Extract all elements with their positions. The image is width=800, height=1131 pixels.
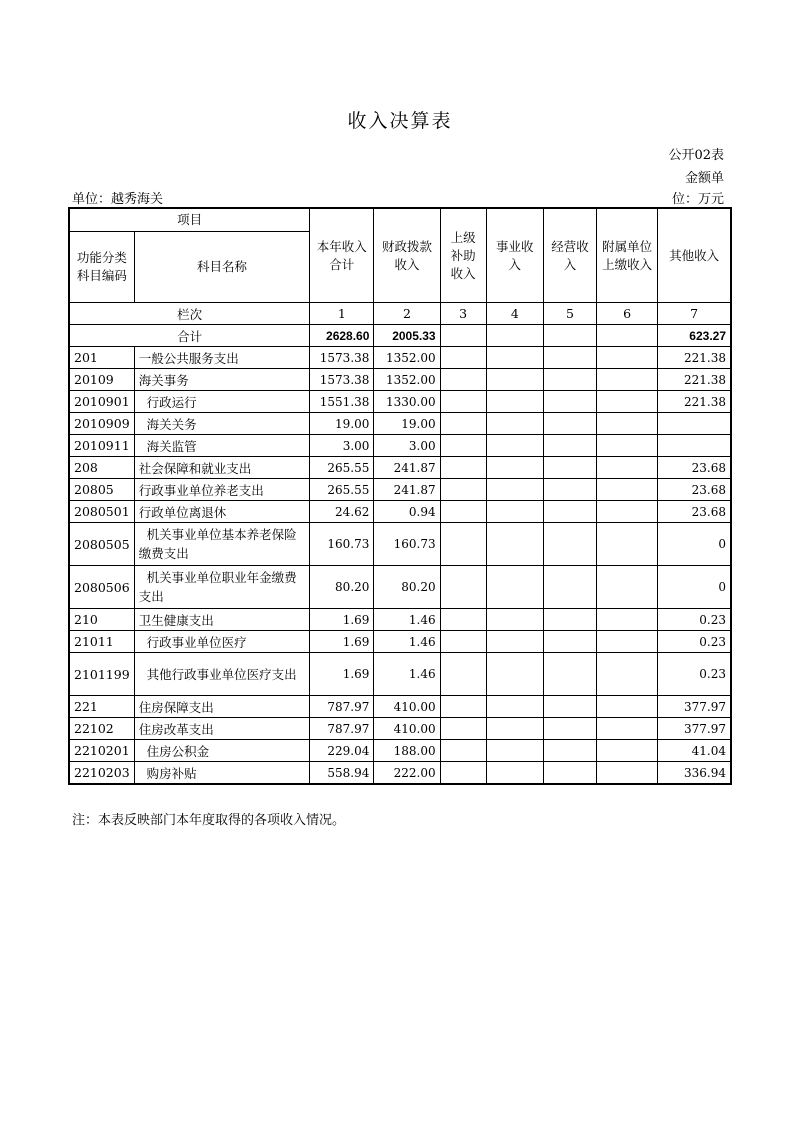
page-title: 收入决算表 bbox=[347, 110, 453, 132]
row-other: 23.68 bbox=[658, 501, 731, 523]
row-fiscal: 410.00 bbox=[374, 696, 440, 718]
table-row bbox=[69, 347, 731, 369]
empty-cell bbox=[486, 391, 543, 413]
row-subject-name: 社会保障和就业支出 bbox=[134, 457, 310, 479]
empty-cell bbox=[597, 609, 658, 631]
row-code: 20805 bbox=[69, 479, 134, 501]
empty-cell bbox=[440, 479, 486, 501]
row-fiscal: 241.87 bbox=[374, 457, 440, 479]
empty-cell bbox=[597, 653, 658, 696]
column-index: 2 bbox=[374, 303, 440, 325]
row-other bbox=[658, 435, 731, 457]
empty-cell bbox=[440, 501, 486, 523]
empty-cell bbox=[543, 369, 596, 391]
row-fiscal: 1.46 bbox=[374, 653, 440, 696]
table-row bbox=[69, 653, 731, 696]
empty-cell bbox=[440, 762, 486, 785]
empty-cell bbox=[597, 523, 658, 566]
row-code: 2080501 bbox=[69, 501, 134, 523]
row-total: 3.00 bbox=[310, 435, 374, 457]
row-other: 0 bbox=[658, 566, 731, 609]
total-row-label: 合计 bbox=[69, 325, 310, 347]
empty-cell bbox=[486, 631, 543, 653]
empty-cell bbox=[486, 413, 543, 435]
row-fiscal: 80.20 bbox=[374, 566, 440, 609]
row-subject-name: 行政事业单位养老支出 bbox=[134, 479, 310, 501]
row-code: 2210203 bbox=[69, 762, 134, 785]
header-affiliated: 附属单位上缴收入 bbox=[597, 208, 658, 303]
header-item: 项目 bbox=[69, 208, 310, 232]
empty-cell bbox=[486, 609, 543, 631]
form-number: 公开02表 bbox=[668, 148, 724, 163]
row-fiscal: 222.00 bbox=[374, 762, 440, 785]
empty-cell bbox=[440, 718, 486, 740]
empty-cell bbox=[440, 413, 486, 435]
empty-cell bbox=[597, 413, 658, 435]
empty-cell bbox=[543, 631, 596, 653]
row-subject-name: 机关事业单位职业年金缴费支出 bbox=[134, 566, 310, 609]
empty-cell bbox=[543, 762, 596, 785]
row-total: 558.94 bbox=[310, 762, 374, 785]
empty-cell bbox=[440, 457, 486, 479]
row-subject-name: 海关关务 bbox=[134, 413, 310, 435]
empty-cell bbox=[597, 501, 658, 523]
header-other: 其他收入 bbox=[658, 208, 731, 303]
footnote: 注：本表反映部门本年度取得的各项收入情况。 bbox=[72, 813, 346, 828]
empty-cell bbox=[543, 325, 596, 347]
row-total: 160.73 bbox=[310, 523, 374, 566]
row-other: 0.23 bbox=[658, 653, 731, 696]
row-code: 2080506 bbox=[69, 566, 134, 609]
column-index: 3 bbox=[440, 303, 486, 325]
empty-cell bbox=[440, 696, 486, 718]
row-total: 1573.38 bbox=[310, 347, 374, 369]
table-row bbox=[69, 457, 731, 479]
table-row bbox=[69, 631, 731, 653]
table-row bbox=[69, 523, 731, 566]
empty-cell bbox=[486, 347, 543, 369]
row-subject-name: 卫生健康支出 bbox=[134, 609, 310, 631]
empty-cell bbox=[440, 435, 486, 457]
row-total: 787.97 bbox=[310, 718, 374, 740]
header-total: 本年收入合计 bbox=[310, 208, 374, 303]
empty-cell bbox=[597, 479, 658, 501]
row-subject-name: 住房保障支出 bbox=[134, 696, 310, 718]
empty-cell bbox=[486, 479, 543, 501]
row-subject-name: 海关监管 bbox=[134, 435, 310, 457]
empty-cell bbox=[543, 653, 596, 696]
empty-cell bbox=[543, 457, 596, 479]
empty-cell bbox=[543, 391, 596, 413]
header-operating: 经营收入 bbox=[543, 208, 596, 303]
header-fiscal: 财政拨款收入 bbox=[374, 208, 440, 303]
table-row bbox=[69, 762, 731, 785]
empty-cell bbox=[486, 653, 543, 696]
row-total: 1551.38 bbox=[310, 391, 374, 413]
row-fiscal: 19.00 bbox=[374, 413, 440, 435]
empty-cell bbox=[597, 325, 658, 347]
row-other: 41.04 bbox=[658, 740, 731, 762]
row-other: 221.38 bbox=[658, 347, 731, 369]
empty-cell bbox=[486, 762, 543, 785]
empty-cell bbox=[486, 718, 543, 740]
row-code: 2101199 bbox=[69, 653, 134, 696]
row-fiscal: 1.46 bbox=[374, 631, 440, 653]
row-fiscal: 188.00 bbox=[374, 740, 440, 762]
department-label: 单位：越秀海关 bbox=[72, 192, 164, 207]
empty-cell bbox=[440, 566, 486, 609]
header-subject-name: 科目名称 bbox=[134, 232, 310, 303]
empty-cell bbox=[597, 740, 658, 762]
empty-cell bbox=[543, 696, 596, 718]
row-subject-name: 海关事务 bbox=[134, 369, 310, 391]
empty-cell bbox=[486, 523, 543, 566]
empty-cell bbox=[543, 609, 596, 631]
row-other: 221.38 bbox=[658, 369, 731, 391]
row-total: 19.00 bbox=[310, 413, 374, 435]
row-fiscal: 1352.00 bbox=[374, 369, 440, 391]
row-subject-name: 行政事业单位医疗 bbox=[134, 631, 310, 653]
row-fiscal: 0.94 bbox=[374, 501, 440, 523]
empty-cell bbox=[543, 479, 596, 501]
row-total: 1.69 bbox=[310, 631, 374, 653]
empty-cell bbox=[486, 501, 543, 523]
empty-cell bbox=[543, 347, 596, 369]
row-code: 208 bbox=[69, 457, 134, 479]
total-row-other: 623.27 bbox=[658, 325, 731, 347]
row-total: 1573.38 bbox=[310, 369, 374, 391]
table-row bbox=[69, 501, 731, 523]
empty-cell bbox=[440, 325, 486, 347]
row-total: 24.62 bbox=[310, 501, 374, 523]
row-subject-name: 购房补贴 bbox=[134, 762, 310, 785]
row-code: 2010909 bbox=[69, 413, 134, 435]
row-total: 229.04 bbox=[310, 740, 374, 762]
row-total: 265.55 bbox=[310, 479, 374, 501]
header-superior: 上级补助收入 bbox=[440, 208, 486, 303]
table-row bbox=[69, 413, 731, 435]
row-other: 0 bbox=[658, 523, 731, 566]
table-row bbox=[69, 369, 731, 391]
empty-cell bbox=[486, 325, 543, 347]
empty-cell bbox=[440, 347, 486, 369]
row-total: 1.69 bbox=[310, 653, 374, 696]
empty-cell bbox=[597, 457, 658, 479]
row-subject-name: 住房公积金 bbox=[134, 740, 310, 762]
empty-cell bbox=[486, 740, 543, 762]
income-table bbox=[68, 207, 732, 785]
empty-cell bbox=[486, 457, 543, 479]
empty-cell bbox=[597, 391, 658, 413]
empty-cell bbox=[597, 631, 658, 653]
empty-cell bbox=[440, 391, 486, 413]
row-other bbox=[658, 413, 731, 435]
total-row-fiscal: 2005.33 bbox=[374, 325, 440, 347]
table-row bbox=[69, 609, 731, 631]
row-subject-name: 行政单位离退休 bbox=[134, 501, 310, 523]
empty-cell bbox=[597, 762, 658, 785]
column-index: 5 bbox=[543, 303, 596, 325]
empty-cell bbox=[543, 523, 596, 566]
header-business: 事业收入 bbox=[486, 208, 543, 303]
row-total: 265.55 bbox=[310, 457, 374, 479]
row-code: 201 bbox=[69, 347, 134, 369]
row-code: 221 bbox=[69, 696, 134, 718]
row-other: 336.94 bbox=[658, 762, 731, 785]
row-code: 2010911 bbox=[69, 435, 134, 457]
row-fiscal: 1330.00 bbox=[374, 391, 440, 413]
empty-cell bbox=[440, 609, 486, 631]
row-total: 787.97 bbox=[310, 696, 374, 718]
empty-cell bbox=[597, 347, 658, 369]
column-index: 1 bbox=[310, 303, 374, 325]
empty-cell bbox=[440, 740, 486, 762]
total-row-total: 2628.60 bbox=[310, 325, 374, 347]
row-other: 377.97 bbox=[658, 696, 731, 718]
row-other: 23.68 bbox=[658, 479, 731, 501]
row-fiscal: 3.00 bbox=[374, 435, 440, 457]
empty-cell bbox=[440, 369, 486, 391]
row-subject-name: 行政运行 bbox=[134, 391, 310, 413]
column-index: 7 bbox=[658, 303, 731, 325]
row-other: 0.23 bbox=[658, 609, 731, 631]
empty-cell bbox=[543, 566, 596, 609]
table-row bbox=[69, 566, 731, 609]
empty-cell bbox=[440, 631, 486, 653]
amount-unit-label-line2: 位：万元 bbox=[671, 192, 724, 207]
empty-cell bbox=[543, 718, 596, 740]
table-row bbox=[69, 696, 731, 718]
empty-cell bbox=[597, 718, 658, 740]
empty-cell bbox=[440, 523, 486, 566]
row-fiscal: 410.00 bbox=[374, 718, 440, 740]
table-row bbox=[69, 740, 731, 762]
row-other: 0.23 bbox=[658, 631, 731, 653]
empty-cell bbox=[597, 696, 658, 718]
row-fiscal: 1.46 bbox=[374, 609, 440, 631]
empty-cell bbox=[543, 740, 596, 762]
row-subject-name: 一般公共服务支出 bbox=[134, 347, 310, 369]
row-fiscal: 241.87 bbox=[374, 479, 440, 501]
empty-cell bbox=[486, 696, 543, 718]
row-code: 22102 bbox=[69, 718, 134, 740]
row-total: 1.69 bbox=[310, 609, 374, 631]
empty-cell bbox=[486, 369, 543, 391]
column-index: 4 bbox=[486, 303, 543, 325]
header-func-code: 功能分类科目编码 bbox=[69, 232, 134, 303]
column-index-label: 栏次 bbox=[69, 303, 310, 325]
empty-cell bbox=[597, 566, 658, 609]
row-subject-name: 住房改革支出 bbox=[134, 718, 310, 740]
row-code: 2010901 bbox=[69, 391, 134, 413]
empty-cell bbox=[543, 413, 596, 435]
row-fiscal: 1352.00 bbox=[374, 347, 440, 369]
table-row bbox=[69, 718, 731, 740]
table-row bbox=[69, 479, 731, 501]
table-row bbox=[69, 391, 731, 413]
empty-cell bbox=[440, 653, 486, 696]
row-code: 20109 bbox=[69, 369, 134, 391]
row-other: 221.38 bbox=[658, 391, 731, 413]
empty-cell bbox=[543, 501, 596, 523]
table-row bbox=[69, 435, 731, 457]
row-total: 80.20 bbox=[310, 566, 374, 609]
empty-cell bbox=[486, 566, 543, 609]
row-subject-name: 其他行政事业单位医疗支出 bbox=[134, 653, 310, 696]
empty-cell bbox=[597, 435, 658, 457]
row-code: 2210201 bbox=[69, 740, 134, 762]
row-other: 23.68 bbox=[658, 457, 731, 479]
column-index: 6 bbox=[597, 303, 658, 325]
row-code: 2080505 bbox=[69, 523, 134, 566]
amount-unit-label-line1: 金额单 bbox=[684, 171, 724, 186]
empty-cell bbox=[486, 435, 543, 457]
row-subject-name: 机关事业单位基本养老保险缴费支出 bbox=[134, 523, 310, 566]
row-code: 21011 bbox=[69, 631, 134, 653]
row-other: 377.97 bbox=[658, 718, 731, 740]
empty-cell bbox=[543, 435, 596, 457]
row-code: 210 bbox=[69, 609, 134, 631]
row-fiscal: 160.73 bbox=[374, 523, 440, 566]
empty-cell bbox=[597, 369, 658, 391]
